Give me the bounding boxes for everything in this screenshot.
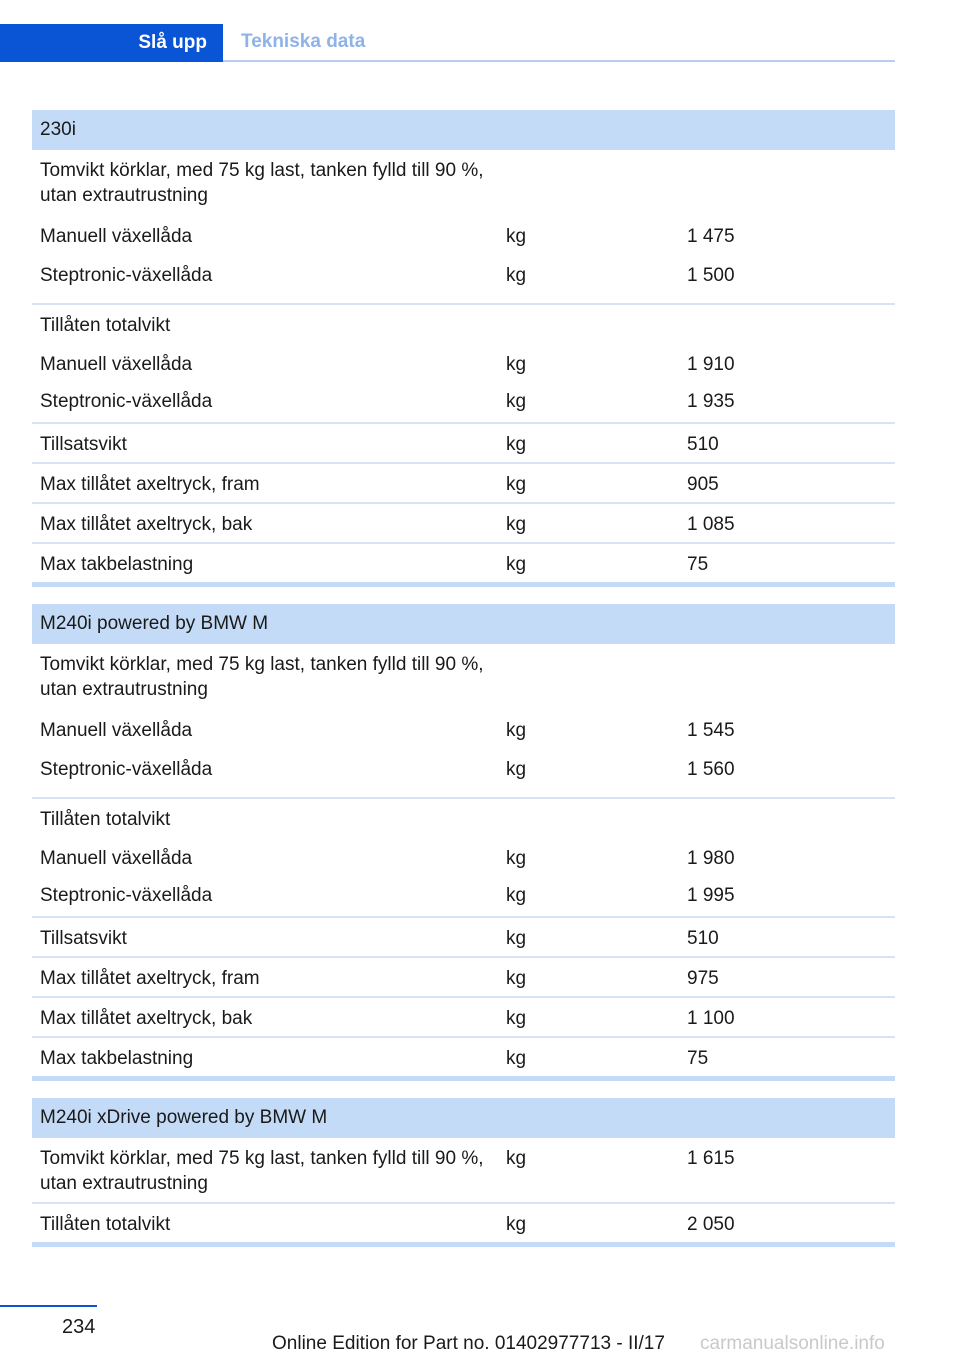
table-title: M240i xDrive powered by BMW M xyxy=(32,1098,895,1138)
table-row xyxy=(32,344,895,383)
row-unit: kg xyxy=(506,226,527,247)
row-value: 905 xyxy=(687,474,719,495)
top-navigation xyxy=(0,24,895,62)
row-label: Max tillåtet axeltryck, fram xyxy=(40,474,260,495)
row-label: Steptronic-växellåda xyxy=(40,759,213,780)
table-row xyxy=(32,757,895,799)
row-value xyxy=(687,807,895,838)
row-label: Tillsatsvikt xyxy=(40,928,127,949)
row-label: Tillåten totalvikt xyxy=(40,809,171,830)
row-label: Manuell växellåda xyxy=(40,226,193,247)
row-value: 1 475 xyxy=(687,226,735,247)
row-label: Tillsatsvikt xyxy=(40,434,127,455)
row-label: Tomvikt körklar, med 75 kg last, tanken fylld till 90 %, utan extrautrustning xyxy=(40,654,484,700)
row-label: Tillåten totalvikt xyxy=(40,1214,171,1235)
row-unit: kg xyxy=(506,474,527,495)
row-value xyxy=(687,313,895,344)
table-row xyxy=(32,877,895,918)
row-unit: kg xyxy=(506,885,527,906)
row-label: Max takbelastning xyxy=(40,1048,194,1069)
page-number-rule xyxy=(0,1305,97,1307)
row-label: Max takbelastning xyxy=(40,554,194,575)
table-row xyxy=(32,150,895,224)
tab-underline xyxy=(223,60,895,62)
row-unit: kg xyxy=(506,848,527,869)
row-value xyxy=(687,652,895,718)
row-unit: kg xyxy=(506,1048,527,1069)
table-title: 230i xyxy=(32,110,895,150)
row-value: 1 615 xyxy=(687,1148,735,1169)
tab-tekniska-data[interactable]: Tekniska data xyxy=(241,31,366,52)
row-value: 510 xyxy=(687,928,719,949)
row-value: 1 100 xyxy=(687,1008,735,1029)
row-unit xyxy=(506,158,687,224)
row-label: Steptronic-växellåda xyxy=(40,391,213,412)
row-label: Max tillåtet axeltryck, bak xyxy=(40,1008,253,1029)
row-label: Tillåten totalvikt xyxy=(40,315,171,336)
row-unit: kg xyxy=(506,720,527,741)
table-end-bar xyxy=(32,1076,895,1081)
row-unit xyxy=(506,807,687,838)
row-label: Steptronic-växellåda xyxy=(40,885,213,906)
table-row xyxy=(32,718,895,757)
row-label: Tomvikt körklar, med 75 kg last, tanken fylld till 90 %, utan extrautrustning xyxy=(40,160,484,206)
table-row xyxy=(32,383,895,424)
weight-table-230i xyxy=(32,110,895,587)
row-unit: kg xyxy=(506,928,527,949)
weight-table-m240i-xdrive xyxy=(32,1098,895,1247)
table-row xyxy=(32,504,895,544)
row-label: Max tillåtet axeltryck, bak xyxy=(40,514,253,535)
row-value: 75 xyxy=(687,554,709,575)
table-row xyxy=(32,224,895,263)
table-end-bar xyxy=(32,582,895,587)
row-label: Tomvikt körklar, med 75 kg last, tanken fylld till 90 %, utan extrautrustning xyxy=(40,1148,484,1194)
row-value: 1 560 xyxy=(687,759,735,780)
row-value: 975 xyxy=(687,968,719,989)
table-row xyxy=(32,424,895,464)
row-unit: kg xyxy=(506,1008,527,1029)
table-row xyxy=(32,263,895,305)
row-unit: kg xyxy=(506,265,527,286)
table-row xyxy=(32,1138,895,1204)
table-row xyxy=(32,799,895,838)
watermark: carmanualsonline.info xyxy=(700,1333,885,1354)
table-row xyxy=(32,464,895,504)
row-value: 75 xyxy=(687,1048,709,1069)
row-label: Manuell växellåda xyxy=(40,720,193,741)
row-unit: kg xyxy=(506,554,527,575)
row-value: 1 995 xyxy=(687,885,735,906)
row-unit xyxy=(506,313,687,344)
table-end-bar xyxy=(32,1242,895,1247)
row-unit: kg xyxy=(506,391,527,412)
table-row xyxy=(32,1204,895,1242)
row-value: 1 500 xyxy=(687,265,735,286)
row-label: Manuell växellåda xyxy=(40,354,193,375)
table-row xyxy=(32,305,895,344)
row-unit xyxy=(506,652,687,718)
row-value: 1 910 xyxy=(687,354,735,375)
row-value xyxy=(687,158,895,224)
table-row xyxy=(32,1038,895,1076)
table-row xyxy=(32,998,895,1038)
row-unit: kg xyxy=(506,514,527,535)
table-row xyxy=(32,644,895,718)
row-value: 1 085 xyxy=(687,514,735,535)
row-unit: kg xyxy=(506,968,527,989)
row-label: Steptronic-växellåda xyxy=(40,265,213,286)
row-value: 1 980 xyxy=(687,848,735,869)
table-row xyxy=(32,958,895,998)
table-row xyxy=(32,838,895,877)
tab-sla-upp[interactable]: Slå upp xyxy=(0,24,223,62)
table-title: M240i powered by BMW M xyxy=(32,604,895,644)
table-row xyxy=(32,918,895,958)
row-label: Max tillåtet axeltryck, fram xyxy=(40,968,260,989)
weight-table-m240i xyxy=(32,604,895,1081)
row-unit: kg xyxy=(506,354,527,375)
edition-footer: Online Edition for Part no. 01402977713 - II/17 xyxy=(272,1333,665,1354)
row-value: 2 050 xyxy=(687,1214,735,1235)
page-number: 234 xyxy=(62,1316,96,1338)
row-value: 510 xyxy=(687,434,719,455)
row-label: Manuell växellåda xyxy=(40,848,193,869)
row-unit: kg xyxy=(506,434,527,455)
row-value: 1 935 xyxy=(687,391,735,412)
row-unit: kg xyxy=(506,1214,527,1235)
row-unit: kg xyxy=(506,1148,527,1169)
table-row xyxy=(32,544,895,582)
row-value: 1 545 xyxy=(687,720,735,741)
row-unit: kg xyxy=(506,759,527,780)
